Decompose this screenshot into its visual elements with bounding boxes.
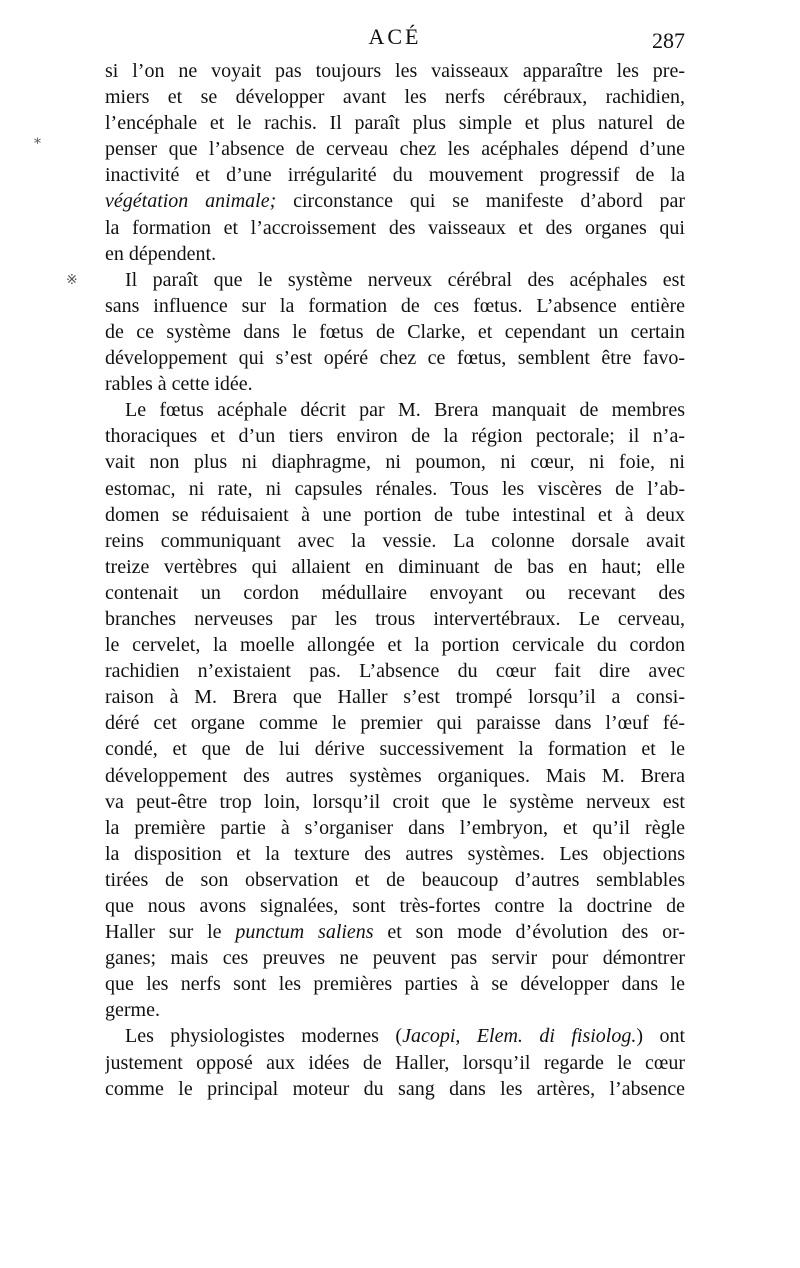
text-line — [105, 215, 685, 241]
text-segment: et son mode d’évolution des or- — [373, 921, 685, 944]
text-segment: Le fœtus acéphale décrit par M. Brera manquait de membres — [125, 399, 685, 422]
text-line — [105, 1076, 685, 1102]
text-segment: ) ont — [636, 1025, 685, 1048]
text-segment: déré cet organe comme le premier qui paraisse dans l’œuf fé- — [105, 712, 685, 735]
text-segment: condé, et que de lui dérive successivement la formation et le — [105, 738, 685, 761]
text-line — [105, 606, 685, 632]
text-line — [105, 632, 685, 658]
text-line — [105, 867, 685, 893]
text-line — [105, 241, 685, 267]
text-segment: si l’on ne voyait pas toujours les vaisseaux apparaître les pre- — [105, 60, 685, 82]
text-line — [105, 397, 685, 423]
italic-text: Jacopi, Elem. di fisiolog. — [402, 1025, 637, 1048]
text-line — [105, 710, 685, 736]
text-segment: penser que l’absence de cerveau chez les acéphales dépend d’une — [105, 138, 685, 161]
body-text — [105, 58, 685, 1102]
text-segment: miers et se développer avant les nerfs cérébraux, rachidien, — [105, 86, 685, 109]
text-segment: inactivité et d’une irrégularité du mouvement progressif de la — [105, 164, 685, 187]
text-line — [105, 423, 685, 449]
text-segment: en dépendent. — [105, 242, 217, 265]
text-segment: le cervelet, la moelle allongée et la portion cervicale du cordon — [105, 634, 685, 657]
text-line — [105, 684, 685, 710]
text-line — [105, 919, 685, 945]
text-line — [105, 267, 685, 293]
text-line — [105, 162, 685, 188]
text-segment: la première partie à s’organiser dans l’embryon, et qu’il règle — [105, 816, 685, 839]
text-line — [105, 841, 685, 867]
running-head — [105, 24, 685, 54]
text-segment: que nous avons signalées, sont très-fortes contre la doctrine de — [105, 895, 685, 917]
text-line — [105, 763, 685, 789]
text-line — [105, 945, 685, 971]
text-line — [105, 449, 685, 475]
text-line — [105, 293, 685, 319]
margin-mark: ※ — [66, 272, 78, 288]
text-segment: vait non plus ni diaphragme, ni poumon, ni cœur, ni foie, ni — [105, 451, 685, 474]
text-line — [105, 893, 685, 919]
text-segment: rables à cette idée. — [105, 373, 253, 396]
text-segment: contenait un cordon médullaire envoyant ou recevant des — [105, 581, 685, 604]
text-segment: Les physiologistes modernes ( — [125, 1025, 403, 1048]
italic-text: végétation animale; — [105, 190, 277, 213]
text-segment: thoraciques et d’un tiers environ de la région pectorale; il n’a- — [105, 425, 685, 448]
text-segment: branches nerveuses par les trous intervertébraux. Le cerveau, — [105, 607, 685, 630]
text-segment: l’encéphale et le rachis. Il paraît plus simple et plus naturel de — [105, 112, 685, 135]
text-segment: Haller sur le — [105, 921, 236, 944]
text-segment: la formation et l’accroissement des vaisseaux et des organes qui — [105, 216, 685, 239]
italic-text: punctum saliens — [235, 921, 374, 944]
text-segment: sans influence sur la formation de ces fœtus. L’absence entière — [105, 294, 685, 317]
text-line — [105, 580, 685, 606]
text-segment: domen se réduisaient à une portion de tube intestinal et à deux — [105, 503, 685, 526]
text-segment: raison à M. Brera que Haller s’est trompé lorsqu’il a consi- — [105, 686, 685, 709]
text-line — [105, 1050, 685, 1076]
text-segment: de ce système dans le fœtus de Clarke, et cependant un certain — [105, 320, 685, 343]
text-line — [105, 319, 685, 345]
text-line — [105, 658, 685, 684]
text-line — [105, 528, 685, 554]
text-segment: justement opposé aux idées de Haller, lorsqu’il regarde le cœur — [105, 1051, 685, 1074]
text-segment: rachidien n’existaient pas. L’absence du cœur fait dire avec — [105, 660, 685, 683]
text-line — [105, 188, 685, 214]
text-line — [105, 554, 685, 580]
text-line — [105, 502, 685, 528]
text-line — [105, 997, 685, 1023]
text-line — [105, 736, 685, 762]
text-line — [105, 345, 685, 371]
page-number: 287 — [652, 28, 685, 53]
text-line — [105, 1023, 685, 1049]
text-segment: ganes; mais ces preuves ne peuvent pas servir pour démontrer — [105, 947, 685, 970]
text-line — [105, 110, 685, 136]
text-line — [105, 371, 685, 397]
text-line — [105, 971, 685, 997]
text-segment: treize vertèbres qui allaient en diminuant de bas en haut; elle — [105, 555, 685, 578]
text-line — [105, 136, 685, 162]
text-segment: que les nerfs sont les premières parties à se développer dans le — [105, 973, 685, 996]
text-line — [105, 84, 685, 110]
text-segment: reins communiquant avec la vessie. La colonne dorsale avait — [105, 529, 685, 552]
text-segment: circonstance qui se manifeste d’abord par — [276, 190, 685, 213]
text-line — [105, 789, 685, 815]
text-line — [105, 815, 685, 841]
text-segment: comme le principal moteur du sang dans les artères, l’absence — [105, 1077, 685, 1100]
running-head-title: ACÉ — [368, 24, 422, 49]
text-segment: germe. — [105, 999, 160, 1022]
text-line — [105, 58, 685, 84]
text-segment: la disposition et la texture des autres systèmes. Les objections — [105, 842, 685, 865]
text-segment: Il paraît que le système nerveux cérébral des acéphales est — [125, 268, 685, 291]
text-segment: va peut-être trop loin, lorsqu’il croit que le système nerveux est — [105, 790, 685, 813]
text-segment: développement qui s’est opéré chez ce fœtus, semblent être favo- — [105, 347, 685, 370]
margin-mark: * — [34, 136, 41, 152]
text-segment: développement des autres systèmes organiques. Mais M. Brera — [105, 764, 685, 787]
text-segment: estomac, ni rate, ni capsules rénales. Tous les viscères de l’ab- — [105, 477, 685, 500]
text-line — [105, 476, 685, 502]
text-segment: tirées de son observation et de beaucoup d’autres semblables — [105, 868, 685, 891]
